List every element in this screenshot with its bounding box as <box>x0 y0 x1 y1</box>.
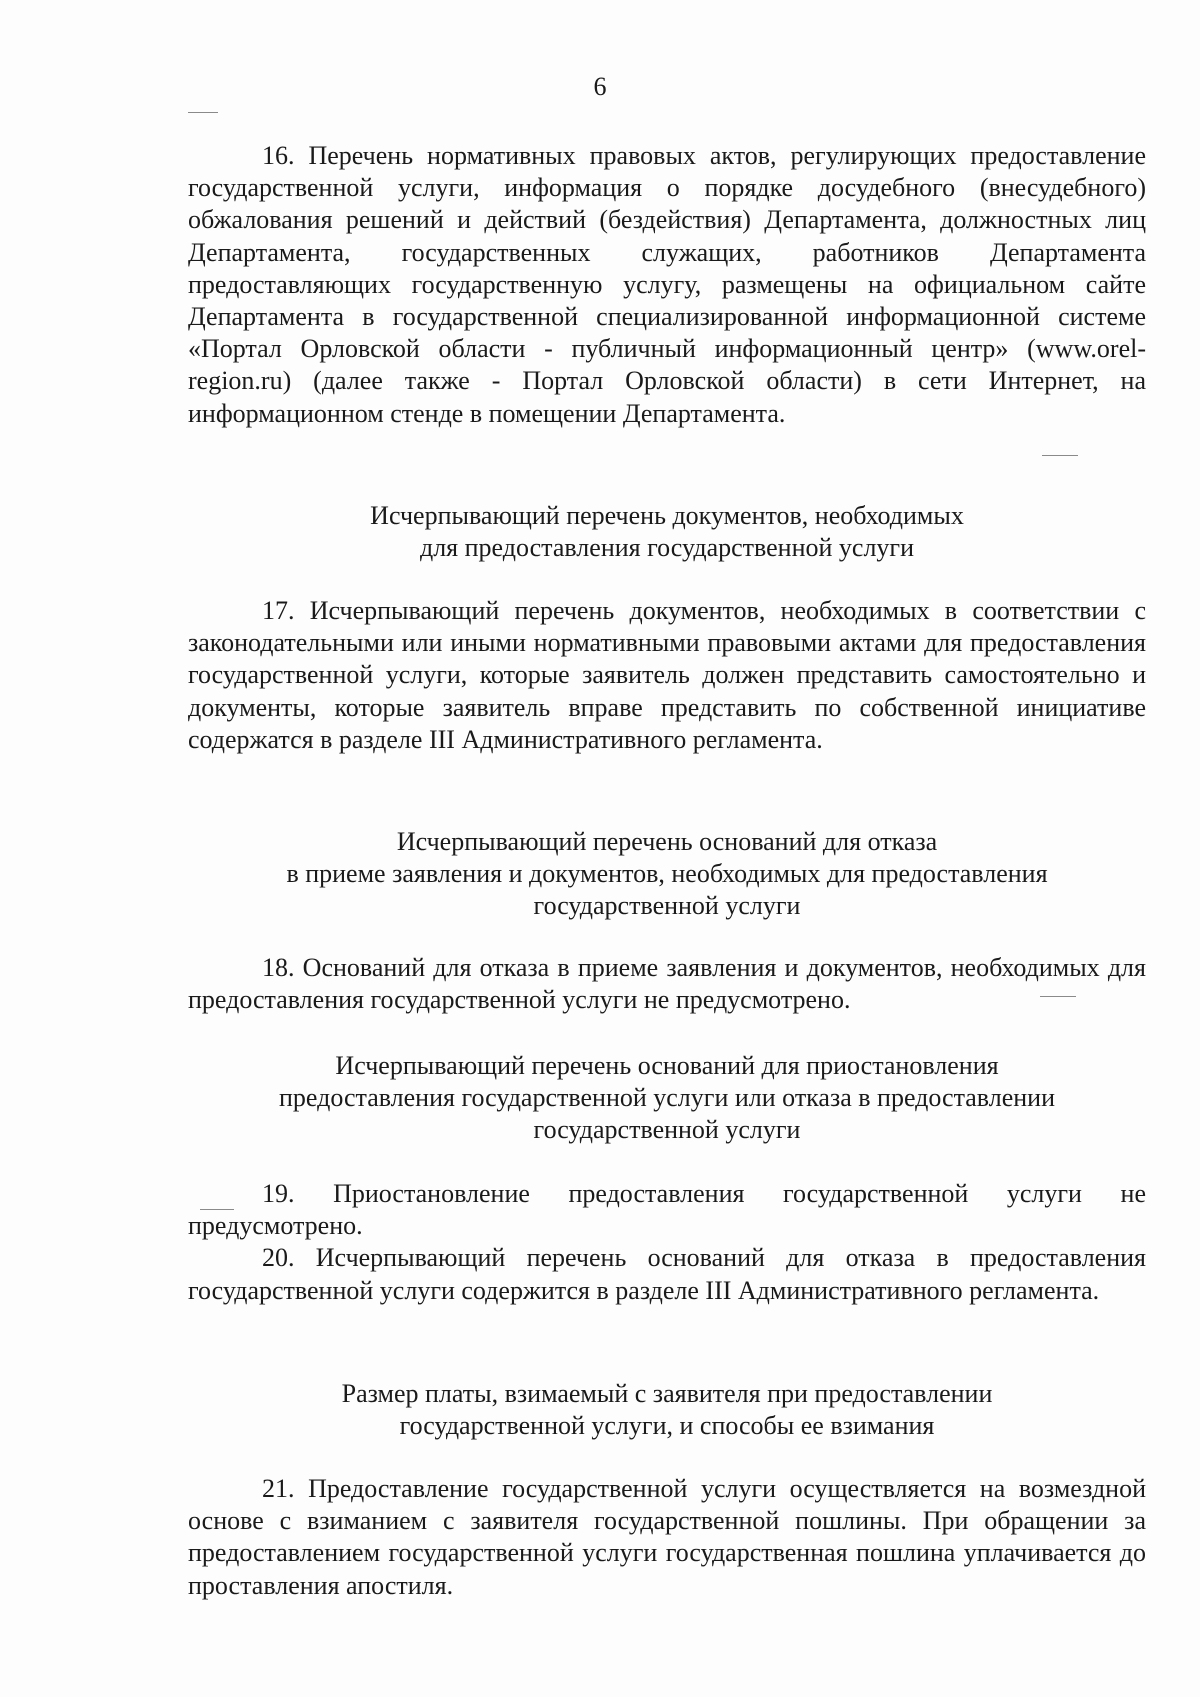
paragraph-17-block <box>188 595 1146 756</box>
paragraph-19-20-block <box>188 1178 1146 1307</box>
heading-suspension <box>188 1050 1146 1147</box>
heading-line: государственной услуги, и способы ее взимания <box>399 1411 935 1441</box>
heading-line: Исчерпывающий перечень оснований для отказа <box>396 827 938 856</box>
paragraph-18: 18. Оснований для отказа в приеме заявления и документов, необходимых для предоставления государственной услуги не предусмотрено. <box>188 953 1146 1015</box>
heading-documents <box>188 500 1146 564</box>
scan-mark <box>1042 455 1078 456</box>
paragraph-16: 16. Перечень нормативных правовых актов, регулирующих предоставление государственной услуги, информация о порядке досудебного (внесудебного) обжалования решений и действий (бездействия) Департамента, должностных лиц Департамента, государственных служащих, работников Департамента предоставляющих государственную услугу, размещены на официальном сайте Департамента в государственной специализированной информационной системе «Портал Орловской области - публичный информационный центр» (www.orel-region.ru) (далее также - Портал Орловской области) в сети Интернет, на информационном стенде в помещении Департамента. <box>188 141 1146 428</box>
heading-line: государственной услуги <box>533 1115 801 1145</box>
heading-line: в приеме заявления и документов, необходимых для предоставления <box>286 859 1048 889</box>
heading-line: Исчерпывающий перечень документов, необходимых <box>370 501 964 530</box>
paragraph-21: 21. Предоставление государственной услуги осуществляется на возмездной основе с взиманием с заявителя государственной пошлины. При обращении за предоставлением государственной услуги государственная пошлина уплачивается до проставления апостиля. <box>188 1474 1146 1600</box>
heading-refusal-reception <box>188 826 1146 923</box>
page-number: 6 <box>593 72 607 101</box>
heading-line: предоставления государственной услуги или отказа в предоставлении <box>278 1083 1055 1113</box>
paragraph-17: 17. Исчерпывающий перечень документов, необходимых в соответствии с законодательными или иными нормативными правовыми актами для предоставления государственной услуги, которые заявитель должен представить самостоятельно и документы, которые заявитель вправе представить по собственной инициативе содержатся в разделе III Административного регламента. <box>188 596 1146 754</box>
heading-line: Исчерпывающий перечень оснований для приостановления <box>335 1051 999 1080</box>
heading-fee <box>188 1378 1146 1442</box>
heading-line: для предоставления государственной услуги <box>419 533 915 563</box>
paragraph-19: 19. Приостановление предоставления государственной услуги не предусмотрено. <box>188 1179 1146 1241</box>
paragraph-21-block <box>188 1473 1146 1602</box>
heading-line: государственной услуги <box>533 891 801 921</box>
paragraph-16-block <box>188 140 1146 430</box>
paragraph-20: 20. Исчерпывающий перечень оснований для отказа в предоставления государственной услуги содержится в разделе III Административного регламента. <box>188 1243 1146 1305</box>
paragraph-18-block <box>188 952 1146 1016</box>
scan-mark <box>188 112 218 113</box>
heading-line: Размер платы, взимаемый с заявителя при предоставлении <box>341 1379 993 1408</box>
